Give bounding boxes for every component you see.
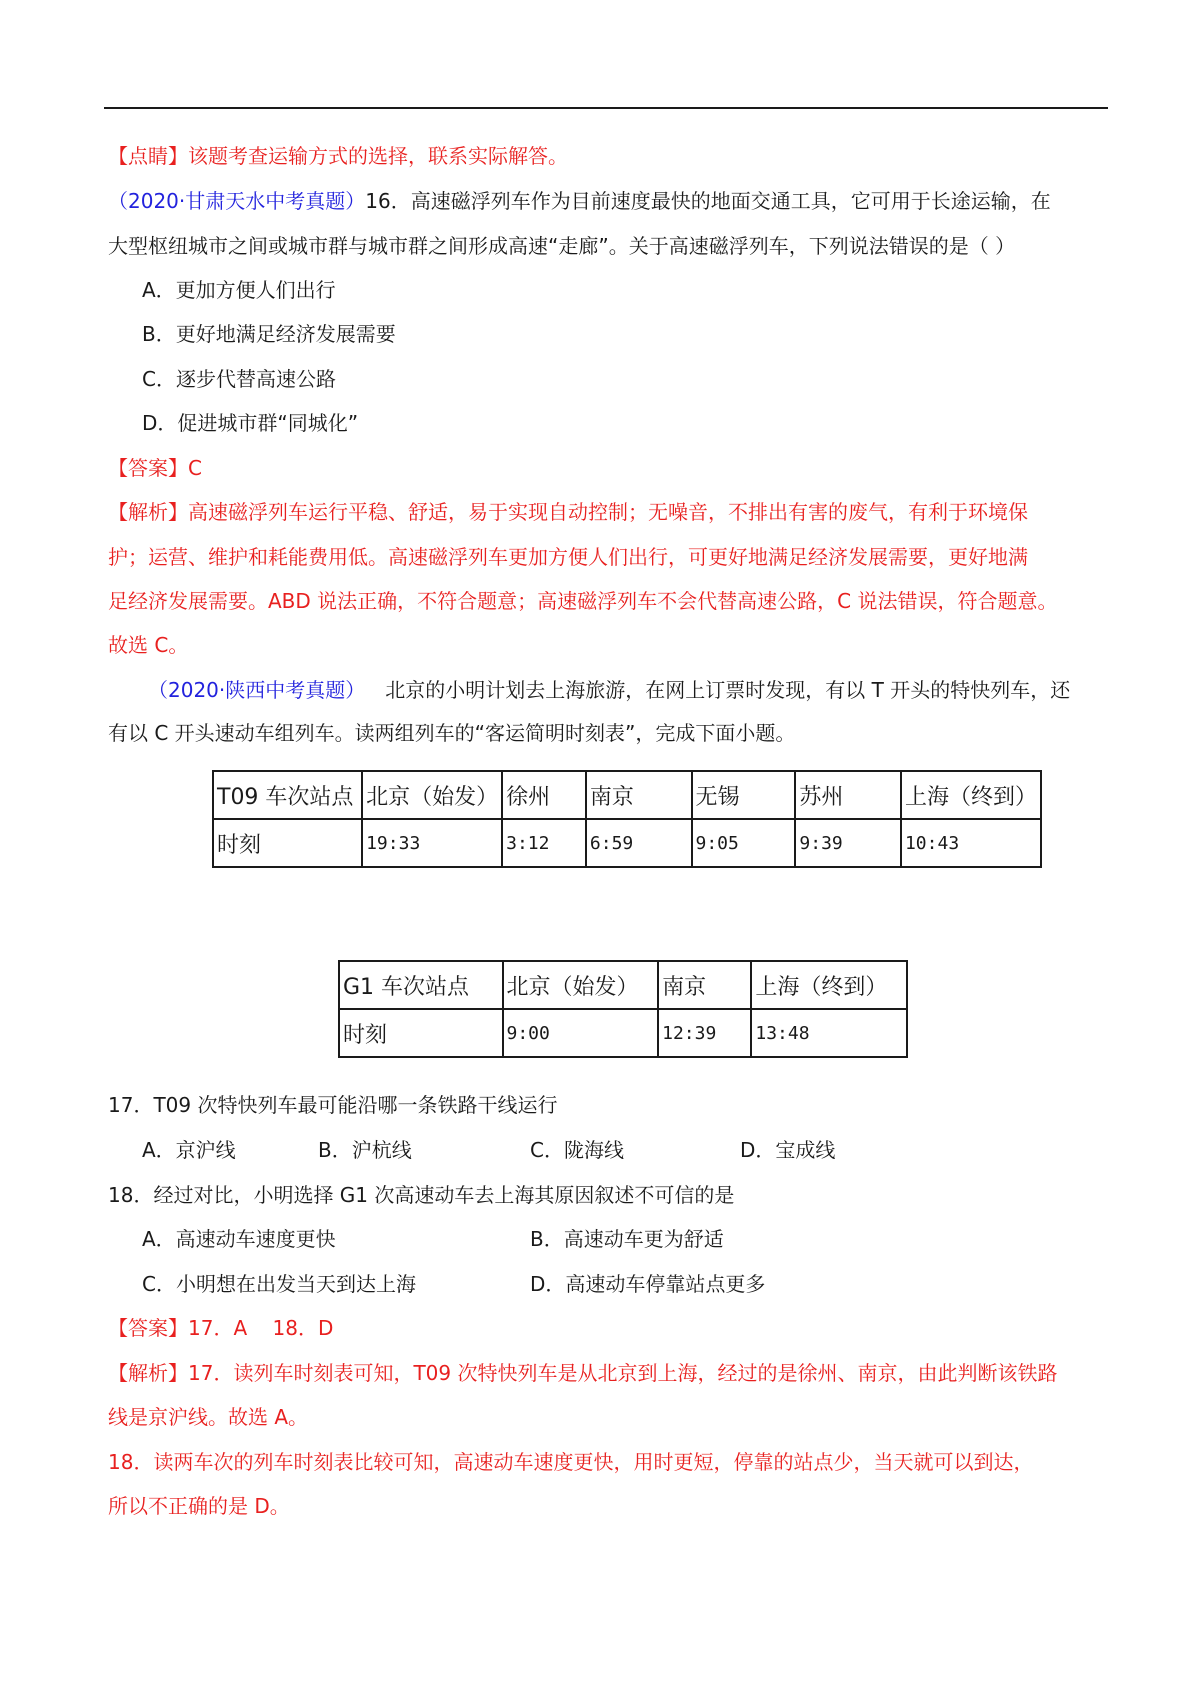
answer-tag: 【答案】 — [108, 1316, 188, 1340]
q16-stem-text1: 16．高速磁浮列车作为目前速度最快的地面交通工具，它可用于长途运输，在 — [365, 189, 1051, 213]
table-cell: 北京（始发） — [362, 771, 502, 819]
analysis-text: 17．读列车时刻表可知，T09 次特快列车是从北京到上海，经过的是徐州、南京，由此判断该铁路 — [188, 1361, 1058, 1385]
q17-option-b: B．沪杭线 — [318, 1138, 412, 1162]
q16-analysis-line1 — [108, 498, 1028, 526]
q17-18-answer — [108, 1314, 333, 1342]
table-cell: G1 车次站点 — [339, 961, 503, 1009]
timetable-g1 — [338, 960, 908, 1058]
table-row — [213, 819, 1041, 867]
table-cell: 9:39 — [795, 819, 901, 867]
q17-intro-line2: 有以 C 开头速动车组列车。读两组列车的“客运简明时刻表”，完成下面小题。 — [108, 721, 796, 745]
table-cell: 南京 — [658, 961, 751, 1009]
table-cell: 上海（终到） — [751, 961, 907, 1009]
table-cell: 9:05 — [692, 819, 796, 867]
table-cell: 12:39 — [658, 1009, 751, 1057]
q16-option-b: B．更好地满足经济发展需要 — [142, 322, 396, 346]
q18-analysis-line1: 18．读两车次的列车时刻表比较可知，高速动车速度更快，用时更短，停靠的站点少，当天就可以到达， — [108, 1450, 1034, 1474]
q16-analysis-line3: 足经济发展需要。ABD 说法正确，不符合题意；高速磁浮列车不会代替高速公路，C 说法错误，符合题意。 — [108, 589, 1058, 613]
q17-option-a: A．京沪线 — [142, 1138, 236, 1162]
timetable-t09 — [212, 770, 1042, 868]
table-cell: 6:59 — [586, 819, 692, 867]
q17-analysis-line2: 线是京沪线。故选 A。 — [108, 1405, 309, 1429]
table-cell: T09 车次站点 — [213, 771, 362, 819]
table-cell: 19:33 — [362, 819, 502, 867]
q18-option-b: B．高速动车更为舒适 — [530, 1227, 724, 1251]
q17-option-c: C．陇海线 — [530, 1138, 624, 1162]
table-cell: 13:48 — [751, 1009, 907, 1057]
q16-analysis-line2: 护；运营、维护和耗能费用低。高速磁浮列车更加方便人们出行，可更好地满足经济发展需要，更好地满 — [108, 545, 1028, 569]
q18-option-d: D．高速动车停靠站点更多 — [530, 1272, 766, 1296]
q18-stem: 18．经过对比，小明选择 G1 次高速动车去上海其原因叙述不可信的是 — [108, 1183, 735, 1207]
table-row — [339, 1009, 907, 1057]
table-row — [339, 961, 907, 1009]
q16-stem-line2: 大型枢纽城市之间或城市群与城市群之间形成高速“走廊”。关于高速磁浮列车，下列说法错误的是（ ） — [108, 234, 1016, 258]
table-cell: 9:00 — [503, 1009, 659, 1057]
q16-option-d: D．促进城市群“同城化” — [142, 411, 359, 435]
q15-tip — [108, 142, 568, 170]
tip-text: 该题考查运输方式的选择，联系实际解答。 — [188, 144, 568, 168]
analysis-tag: 【解析】 — [108, 500, 188, 524]
tip-tag: 【点睛】 — [108, 144, 188, 168]
answer-tag: 【答案】 — [108, 456, 188, 480]
q18-option-c: C．小明想在出发当天到达上海 — [142, 1272, 416, 1296]
q17-source: （2020·陕西中考真题） — [148, 678, 366, 702]
table-cell: 徐州 — [502, 771, 586, 819]
q16-option-a: A．更加方便人们出行 — [142, 278, 336, 302]
table-cell: 时刻 — [213, 819, 362, 867]
table-cell: 时刻 — [339, 1009, 503, 1057]
q18-option-a: A．高速动车速度更快 — [142, 1227, 336, 1251]
table-cell: 上海（终到） — [901, 771, 1041, 819]
analysis-text1: 高速磁浮列车运行平稳、舒适，易于实现自动控制；无噪音，不排出有害的废气，有利于环境保 — [188, 500, 1028, 524]
table-cell: 南京 — [586, 771, 692, 819]
table-cell: 3:12 — [502, 819, 586, 867]
table-row — [213, 771, 1041, 819]
q17-stem: 17．T09 次特快列车最可能沿哪一条铁路干线运行 — [108, 1093, 558, 1117]
q16-option-c: C．逐步代替高速公路 — [142, 367, 336, 391]
header-rule — [104, 107, 1108, 109]
table-cell: 无锡 — [692, 771, 796, 819]
answer-value: C — [188, 456, 202, 480]
q16-stem-line1 — [108, 187, 1051, 215]
table-cell: 苏州 — [795, 771, 901, 819]
q17-option-d: D．宝成线 — [740, 1138, 836, 1162]
q16-analysis-line4: 故选 C。 — [108, 633, 189, 657]
q16-answer — [108, 454, 202, 482]
q17-analysis-line1 — [108, 1359, 1057, 1387]
answer-value: 17．A 18．D — [188, 1316, 334, 1340]
q17-intro-text1: 北京的小明计划去上海旅游，在网上订票时发现，有以 T 开头的特快列车，还 — [385, 678, 1071, 702]
table-cell: 北京（始发） — [503, 961, 659, 1009]
table-cell: 10:43 — [901, 819, 1041, 867]
q18-analysis-line2: 所以不正确的是 D。 — [108, 1494, 290, 1518]
analysis-tag: 【解析】 — [108, 1361, 188, 1385]
q17-intro-line1 — [148, 676, 1070, 704]
q16-source: （2020·甘肃天水中考真题） — [108, 189, 366, 213]
